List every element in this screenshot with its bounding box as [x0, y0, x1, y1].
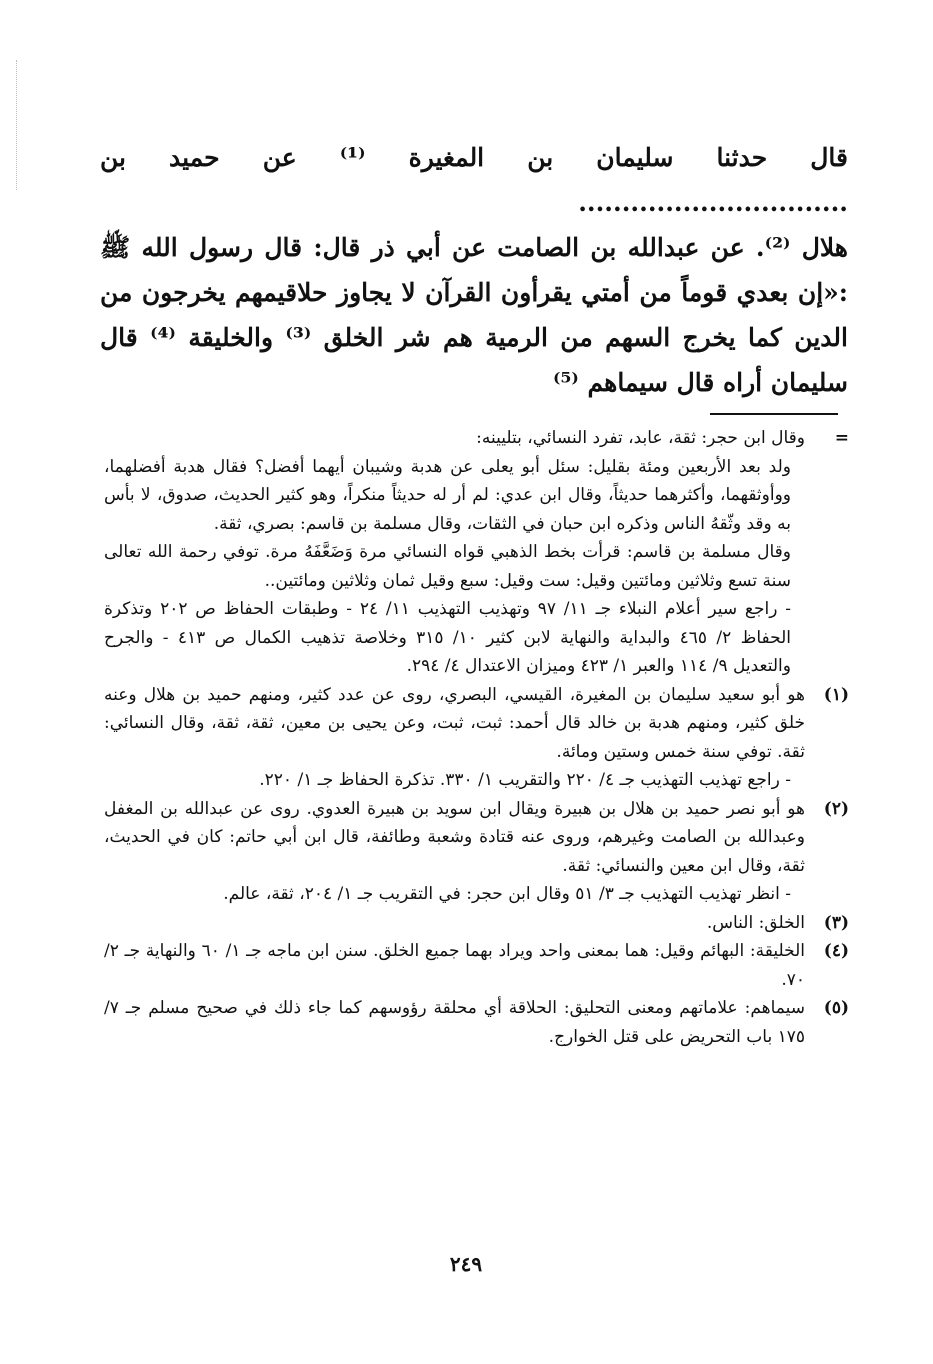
footnote-number: (١): [823, 684, 849, 705]
footnote-3: [104, 909, 849, 938]
footnote-number: (٥): [823, 998, 849, 1018]
footnote-separator: [710, 413, 838, 415]
footnotes-area: [104, 424, 849, 1051]
footnote-number: (٤): [823, 941, 849, 961]
footnote-text: الخليقة: البهائم وقيل: هما بمعنى واحد ويراد بهما جميع الخلق. سنن ابن ماجه جـ ١/ ٦٠ والنهاية جـ ٢/ ٧٠.: [104, 941, 805, 990]
footnote-text: هو أبو نصر حميد بن هلال بن هبيرة ويقال ابن سويد بن هبيرة العدوي. روى عن عبدالله بن المغفل وعبدالله بن الصامت وغيرهم، وروى عنه قتادة وشعبة وطائفة، قال ابن أبي حاتم: كان في الحديث، ثقة، وقال ابن معين والنسائي: ثقة.: [104, 798, 805, 876]
page-number: ٢٤٩: [449, 1252, 483, 1276]
main-text: [100, 135, 848, 405]
footnote-text: الخلق: الناس.: [706, 912, 805, 933]
continuation-first-line: وقال ابن حجر: ثقة، عابد، تفرد النسائي، بتليينه:: [476, 428, 805, 448]
footnote-2: [104, 795, 849, 909]
footnote-reference: - راجع تهذيب التهذيب جـ ٤/ ٢٢٠ والتقريب ١/ ٣٣٠. تذكرة الحفاظ جـ ١/ ٢٢٠.: [259, 770, 791, 790]
continuation-marker: =: [834, 428, 849, 448]
main-line-1: قال حدثنا سليمان بن المغيرة ⁽¹⁾ عن حميد بن ...............................: [100, 143, 848, 217]
scan-margin-mark: [16, 60, 17, 190]
footnote-5: [104, 994, 849, 1051]
footnote-4: [104, 937, 849, 994]
continuation-paragraph: ولد بعد الأربعين ومئة بقليل: سئل أبو يعلى عن هدبة وشيبان أيهما أفضل؟ فقال هدبة أفضلهما، ووأوثقهما، وأكثرهما حديثاً، وقال ابن عدي: لم أر له حديثاً منكراً، وهو كثير الحديث، صدوق، لا بأس به وقد وثّقهُ الناس وذكره ابن حبان في الثقات، وقال مسلمة بن قاسم: بصري، ثقة.: [104, 456, 791, 534]
continuation-note: [104, 424, 849, 453]
footnote-text: هو أبو سعيد سليمان بن المغيرة، القيسي، البصري، روى عن عدد كثير، ومنهم حميد بن هلال وعنه خلق كثير، ومنهم هدبة بن خالد قال أحمد: ثبت، ثبت، وعن يحيى بن معين، ثقة، ثقة، وقال النسائي: ثقة. توفي سنة خمس وستين ومائة.: [104, 684, 805, 762]
footnote-number: (٣): [823, 912, 849, 933]
footnote-number: (٢): [823, 798, 849, 819]
continuation-paragraph: وقال مسلمة بن قاسم: قرأت بخط الذهبي قواه النسائي مرة وَضَعَّفَهُ مرة. توفي رحمة الله تعالى سنة تسع وثلاثين ومائتين وقيل: ست وقيل: سبع وقيل ثمان وثلاثين ومائتين..: [104, 542, 791, 591]
footnote-1: [104, 681, 849, 795]
main-paragraph: هلال ⁽²⁾. عن عبدالله بن الصامت عن أبي ذر قال: قال رسول الله ﷺ :«إن بعدي قوماً من أمتي يقرأون القرآن لا يجاوز حلاقيمهم يخرجون من الدين كما يخرج السهم من الرمية هم شر الخلق ⁽³⁾ والخليقة ⁽⁴⁾ قال سليمان أراه قال سيماهم ⁽⁵⁾: [100, 233, 848, 397]
footnote-text: سيماهم: علاماتهم ومعنى التحليق: الحلاقة أي محلقة رؤوسهم كما جاء ذلك في صحيح مسلم جـ ٧/ ١٧٥ باب التحريض على قتل الخوارج.: [104, 998, 805, 1047]
continuation-reference: - راجع سير أعلام النبلاء جـ ١١/ ٩٧ وتهذيب التهذيب ١١/ ٢٤ - وطبقات الحفاظ ص ٢٠٢ وتذكرة الحفاظ ٢/ ٤٦٥ والبداية والنهاية لابن كثير ١٠/ ٣١٥ وخلاصة تذهيب الكمال ص ٤١٣ - والجرح والتعديل ٩/ ١١٤ والعبر ١/ ٤٢٣ وميزان الاعتدال ٤/ ٢٩٤.: [104, 599, 792, 676]
footnote-reference: - انظر تهذيب التهذيب جـ ٣/ ٥١ وقال ابن حجر: في التقريب جـ ١/ ٢٠٤، ثقة، عالم.: [223, 884, 791, 904]
